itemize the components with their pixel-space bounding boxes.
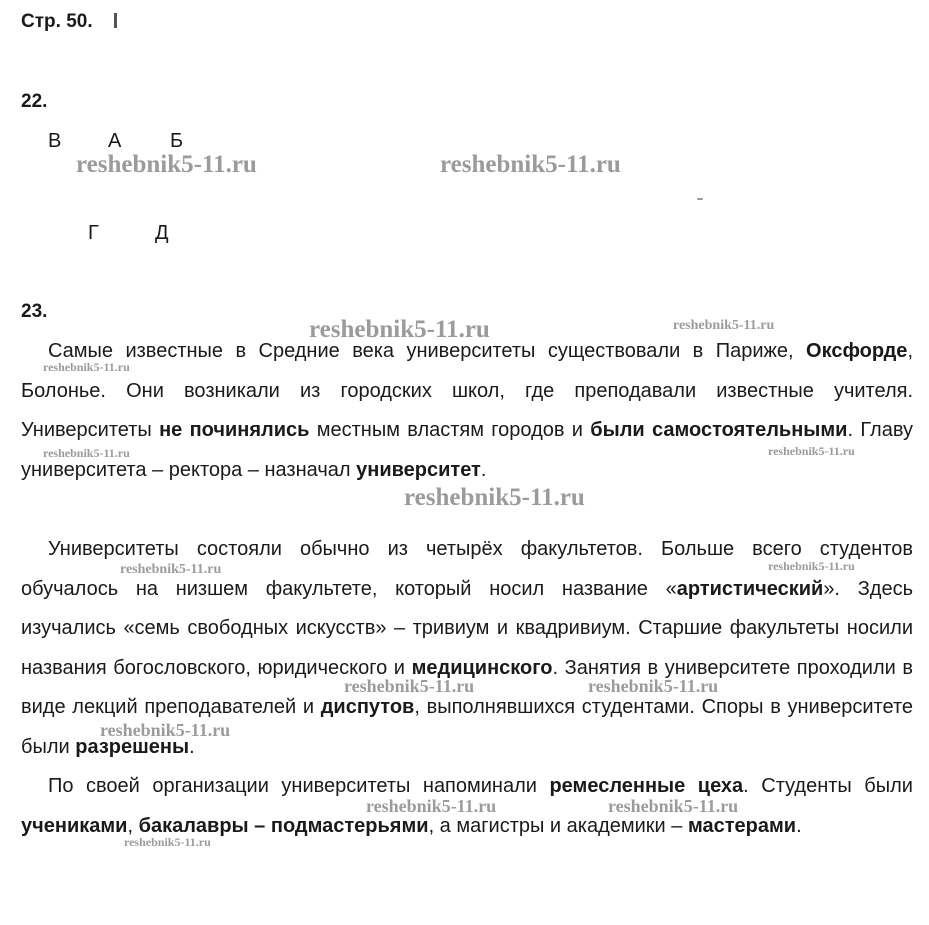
bold-answer-text: мастерами <box>687 814 797 837</box>
paragraph-text: . Студенты были <box>743 775 913 797</box>
watermark: reshebnik5-11.ru <box>100 720 231 740</box>
paragraph-text: ». Здесь изучались «семь свободных искусств» – тривиум и квадривиум. Старшие факультеты носили названия богословского, юридического и <box>21 577 913 679</box>
answer-letter-4: Г <box>88 222 99 244</box>
bold-answer-text: были самостоятельными <box>590 419 848 442</box>
paragraph-1 <box>21 332 913 490</box>
watermark: reshebnik5-11.ru <box>43 446 130 460</box>
task-23-number: 23. <box>21 301 48 322</box>
answer-letter-5: Д <box>155 222 169 244</box>
bold-answer-text: медицинского <box>411 656 553 679</box>
paragraph-text: . <box>480 458 487 481</box>
paragraph-text: Университеты состояли обычно из четырёх факультетов. Больше всего студентов обучалось на низшем факультете, который носил название « <box>21 538 913 600</box>
paragraph-text: , Болонье. Они возникали из городских школ, где преподавали известные учителя. Университеты <box>21 340 913 442</box>
bold-answer-text: разрешены <box>75 735 190 758</box>
paragraph-text: , а магистры и академики – <box>428 814 688 837</box>
watermark: reshebnik5-11.ru <box>366 796 497 816</box>
answer-letter-1: В <box>48 130 62 152</box>
paragraph-text: . <box>189 735 195 758</box>
watermark: reshebnik5-11.ru <box>588 676 719 696</box>
watermark: reshebnik5-11.ru <box>344 676 475 696</box>
paragraph-text: местным властям городов и <box>309 419 591 442</box>
paragraph-text: , выполнявшихся студентами. Споры в университете были <box>21 696 914 758</box>
watermark: reshebnik5-11.ru <box>404 484 585 511</box>
watermark: reshebnik5-11.ru <box>76 151 257 178</box>
paragraph-text: . Главу университета – ректора – назначал <box>21 419 914 481</box>
page-header: Стр. 50. <box>21 11 93 32</box>
watermark: reshebnik5-11.ru <box>673 318 775 333</box>
text-cursor-mark <box>114 13 117 28</box>
paragraph-text: , <box>127 814 139 837</box>
paragraph-text: По своей организации университеты напоминали <box>48 775 550 797</box>
watermark: reshebnik5-11.ru <box>768 444 855 458</box>
watermark: reshebnik5-11.ru <box>309 316 490 343</box>
bold-answer-text: бакалавры – подмастерьями <box>138 814 429 837</box>
bold-answer-text: артистический <box>676 577 824 600</box>
watermark: reshebnik5-11.ru <box>120 562 222 577</box>
bold-answer-text: университет <box>356 458 481 481</box>
paragraph-3 <box>21 767 913 846</box>
watermark: reshebnik5-11.ru <box>768 559 855 573</box>
bold-answer-text: учениками <box>21 814 128 837</box>
bold-answer-text: не починялись <box>159 419 310 442</box>
paragraph-text: . Занятия в университете проходили в виде лекций преподавателей и <box>21 656 913 719</box>
watermark: reshebnik5-11.ru <box>440 151 621 178</box>
watermark: reshebnik5-11.ru <box>608 796 739 816</box>
paragraph-2 <box>21 530 913 768</box>
stray-mark <box>697 198 703 200</box>
watermark: reshebnik5-11.ru <box>124 835 211 849</box>
bold-answer-text: ремесленные цеха <box>549 775 744 797</box>
bold-answer-text: диспутов <box>320 696 415 719</box>
paragraph-text: . <box>796 814 802 837</box>
answer-letter-2: А <box>108 130 122 152</box>
watermark: reshebnik5-11.ru <box>43 360 130 374</box>
answer-letter-3: Б <box>170 130 184 152</box>
paragraph-text: Самые известные в Средние века университеты существовали в Париже, <box>48 340 807 362</box>
task-22-number: 22. <box>21 91 48 112</box>
bold-answer-text: Оксфорде <box>806 340 908 362</box>
